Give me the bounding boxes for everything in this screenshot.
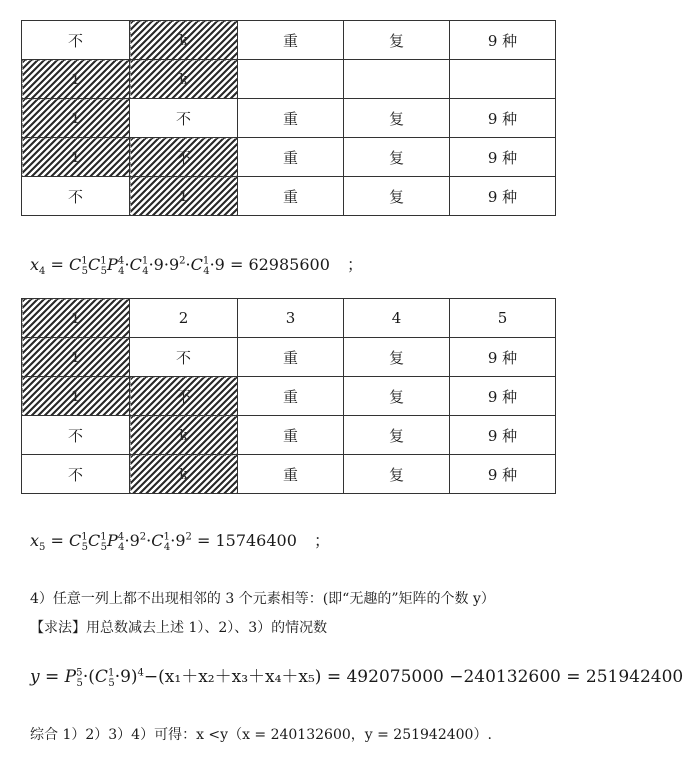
item-4-text: 4）任意一列上都不出现相邻的 3 个元素相等：(即“无趣的”矩阵的个数 y）	[30, 591, 495, 607]
table-cell: 不	[130, 99, 238, 138]
formula-x4-lhs: x	[30, 255, 40, 274]
table-cell: 9 种	[450, 177, 556, 216]
formula-x4-lhs-sub: 4	[39, 266, 46, 278]
hatched-cell: 1	[22, 338, 130, 377]
table-row	[22, 377, 556, 416]
formula-x5-tail: ；	[314, 531, 331, 550]
table-cell: 5	[450, 299, 556, 338]
table-cell: 复	[344, 455, 450, 494]
hatched-cell: 1	[22, 299, 130, 338]
hatched-cell: 1	[22, 99, 130, 138]
table-row	[22, 21, 556, 60]
hatched-cell: k	[130, 60, 238, 99]
table-cell: 重	[238, 455, 344, 494]
table-cell: 3	[238, 299, 344, 338]
hatched-cell: k	[130, 455, 238, 494]
formula-x4-tail: ；	[346, 255, 363, 274]
table-cell: 复	[344, 377, 450, 416]
table-cell: 重	[238, 138, 344, 177]
table-cell: 复	[344, 416, 450, 455]
formula-y: $y = P^5_5\cdot(C^1_5\cdot 9)^4-(x_1+x_2+x_3+x_4+x_5) = 492075000 -240132600 = 251942400$	[30, 667, 683, 690]
table-cell: 重	[238, 21, 344, 60]
table-cell: 复	[344, 138, 450, 177]
table-row	[22, 138, 556, 177]
table-cell: 复	[344, 99, 450, 138]
table-cell: 复	[344, 21, 450, 60]
table-cell: 重	[238, 416, 344, 455]
table-cell: 9 种	[450, 377, 556, 416]
table-cell: 重	[238, 177, 344, 216]
formula-x4-rhs: = 62985600	[229, 255, 330, 274]
formula-y-lhs: y	[30, 667, 40, 687]
table-cell: 9 种	[450, 416, 556, 455]
table-cell: 9 种	[450, 21, 556, 60]
table-cell: 不	[22, 21, 130, 60]
table-2	[21, 298, 556, 494]
table-cell	[344, 60, 450, 99]
table-row	[22, 416, 556, 455]
table-1	[21, 20, 556, 216]
table-cell	[450, 60, 556, 99]
table-row	[22, 99, 556, 138]
table-cell: 不	[130, 338, 238, 377]
method-text: 【求法】用总数减去上述 1）、2）、3）的情况数	[30, 620, 328, 636]
table-cell: 复	[344, 177, 450, 216]
formula-y-middle: −(x₁＋x₂＋x₃＋x₄＋x₅) = 492075000 −240132600 = 251942400	[143, 667, 683, 687]
hatched-cell: k	[130, 21, 238, 60]
hatched-cell: 1	[22, 138, 130, 177]
hatched-cell: 1	[22, 60, 130, 99]
table-cell: 重	[238, 377, 344, 416]
formula-x4: $x_4 = C^1_5C^1_5P^4_4\cdot C^1_4\cdot 9\cdot 9^2\cdot C^1_4\cdot 9 = 62985600$ ；	[30, 255, 363, 278]
table-cell: 9 种	[450, 455, 556, 494]
hatched-cell: 1	[130, 177, 238, 216]
hatched-cell: 不	[130, 377, 238, 416]
formula-x5-rhs: = 15746400	[196, 531, 297, 550]
table-cell: 重	[238, 338, 344, 377]
table-cell: 9 种	[450, 138, 556, 177]
table-cell: 复	[344, 338, 450, 377]
table-cell: 9 种	[450, 99, 556, 138]
formula-x5-lhs-sub: 5	[39, 542, 46, 554]
table-cell: 不	[22, 177, 130, 216]
table-row	[22, 299, 556, 338]
table-cell: 2	[130, 299, 238, 338]
table-row	[22, 177, 556, 216]
formula-x5: $x_5 = C^1_5C^1_5P^4_4\cdot 9^2\cdot C^1_4\cdot 9^2 = 15746400$ ；	[30, 531, 331, 554]
table-cell: 不	[22, 416, 130, 455]
table-cell: 4	[344, 299, 450, 338]
table-row	[22, 338, 556, 377]
table-row	[22, 60, 556, 99]
table-cell: 9 种	[450, 338, 556, 377]
conclusion-text: 综合 1）2）3）4）可得：x <y（x = 240132600，y = 251942400）.	[30, 727, 492, 743]
table-cell	[238, 60, 344, 99]
formula-x5-lhs: x	[30, 531, 40, 550]
hatched-cell: 1	[22, 377, 130, 416]
table-cell: 重	[238, 99, 344, 138]
table-cell: 不	[22, 455, 130, 494]
hatched-cell: k	[130, 416, 238, 455]
table-row	[22, 455, 556, 494]
hatched-cell: 不	[130, 138, 238, 177]
